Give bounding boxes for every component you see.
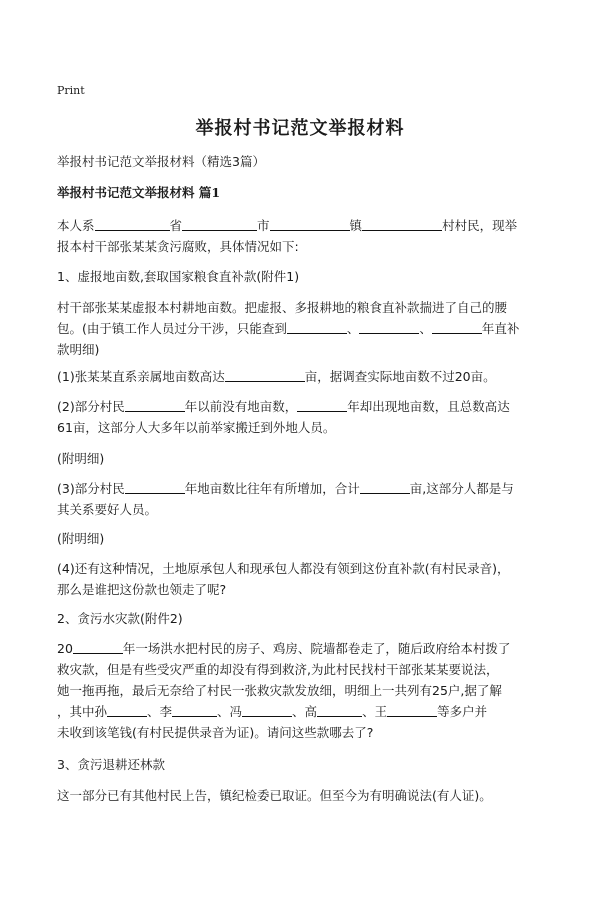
fill-blank (297, 399, 347, 412)
text: 年地亩数比往年有所增加，合计 (184, 481, 360, 496)
fill-blank (387, 704, 437, 717)
fill-blank (360, 481, 410, 494)
text: 20 (57, 641, 73, 656)
text: 省 (169, 218, 183, 233)
text: (3)部分村民 (57, 481, 125, 496)
paragraph-line (57, 215, 557, 236)
text: 、李 (147, 704, 173, 719)
text: 等多户并 (437, 704, 488, 719)
text: (1)张某某直系亲属地亩数高达 (57, 369, 225, 384)
paragraph-line: 这一部分已有其他村民上告，镇纪检委已取证。但至今为有明确说法(有人证)。 (57, 788, 492, 803)
fill-blank (107, 704, 147, 717)
paragraph-line (57, 396, 557, 417)
fill-blank (125, 399, 185, 412)
subtitle: 举报村书记范文举报材料（精选3篇） (57, 154, 265, 169)
text: 年直补 (481, 321, 520, 336)
paragraph-line: 她一拖再拖，最后无奈给了村民一张救灾款发放细，明细上一共列有25户,据了解 (57, 683, 502, 698)
item-heading: 3、贪污退耕还林款 (57, 757, 165, 772)
text: 亩,这部分人都是与 (409, 481, 514, 496)
fill-blank (242, 704, 292, 717)
fill-blank (432, 321, 482, 334)
appendix-note: (附明细) (57, 451, 105, 466)
fill-blank (125, 481, 185, 494)
fill-blank (225, 369, 305, 382)
paragraph-line (57, 701, 557, 722)
fill-blank (182, 218, 257, 231)
paragraph-line: 那么是谁把这份款也领走了呢? (57, 582, 227, 597)
text: 、高 (292, 704, 318, 719)
fill-blank (359, 321, 419, 334)
text: 村村民，现举 (442, 218, 518, 233)
paragraph-line: 其关系要好人员。 (57, 502, 158, 517)
fill-blank (73, 641, 123, 654)
paragraph-line: (4)还有这种情况，土地原承包人和现承包人都没有领到这份直补款(有村民录音)， (57, 561, 510, 576)
paragraph-line: 未收到该笔钱(有村民提供录音为证)。请问这些款哪去了? (57, 725, 374, 740)
paragraph-line (57, 478, 557, 499)
fill-blank (172, 704, 217, 717)
text: (2)部分村民 (57, 399, 125, 414)
paragraph-line: 村干部张某某虚报本村耕地亩数。把虚报、多报耕地的粮食直补款揣进了自己的腰 (57, 300, 508, 315)
paragraph-line: 款明细) (57, 342, 100, 357)
item-heading: 2、贪污水灾款(附件2) (57, 611, 183, 626)
paragraph-line (57, 366, 557, 387)
print-label[interactable]: Print (57, 84, 85, 97)
text: 年一场洪水把村民的房子、鸡房、院墙都卷走了，随后政府给本村拨了 (122, 641, 511, 656)
fill-blank (317, 704, 362, 717)
fill-blank (287, 321, 347, 334)
text: 、 (346, 321, 360, 336)
text: 、冯 (217, 704, 243, 719)
text: 年以前没有地亩数， (184, 399, 298, 414)
fill-blank (362, 218, 442, 231)
section-heading: 举报村书记范文举报材料 篇1 (57, 185, 221, 200)
page-title: 举报村书记范文举报材料 (195, 118, 405, 139)
text: 亩，据调查实际地亩数不过20亩。 (304, 369, 496, 384)
text: 镇 (349, 218, 363, 233)
paragraph-line: 救灾款，但是有些受灾严重的却没有得到救济,为此村民找村干部张某某要说法， (57, 662, 499, 677)
item-heading: 1、虚报地亩数,套取国家粮食直补款(附件1) (57, 269, 300, 284)
text: 、 (419, 321, 432, 336)
text: 年却出现地亩数，且总数高达 (347, 399, 510, 414)
text: 本人系 (57, 218, 95, 233)
text: 市 (257, 218, 270, 233)
text: 、王 (362, 704, 388, 719)
fill-blank (95, 218, 170, 231)
paragraph-line (57, 638, 557, 659)
text: 包。(由于镇工作人员过分干涉，只能查到 (57, 321, 287, 336)
paragraph-line: 报本村干部张某某贪污腐败，具体情况如下: (57, 239, 299, 254)
fill-blank (270, 218, 350, 231)
text: ，其中孙 (57, 704, 108, 719)
paragraph-line: 61亩，这部分人大多年以前举家搬迁到外地人员。 (57, 420, 336, 435)
appendix-note: (附明细) (57, 531, 105, 546)
paragraph-line (57, 318, 557, 339)
